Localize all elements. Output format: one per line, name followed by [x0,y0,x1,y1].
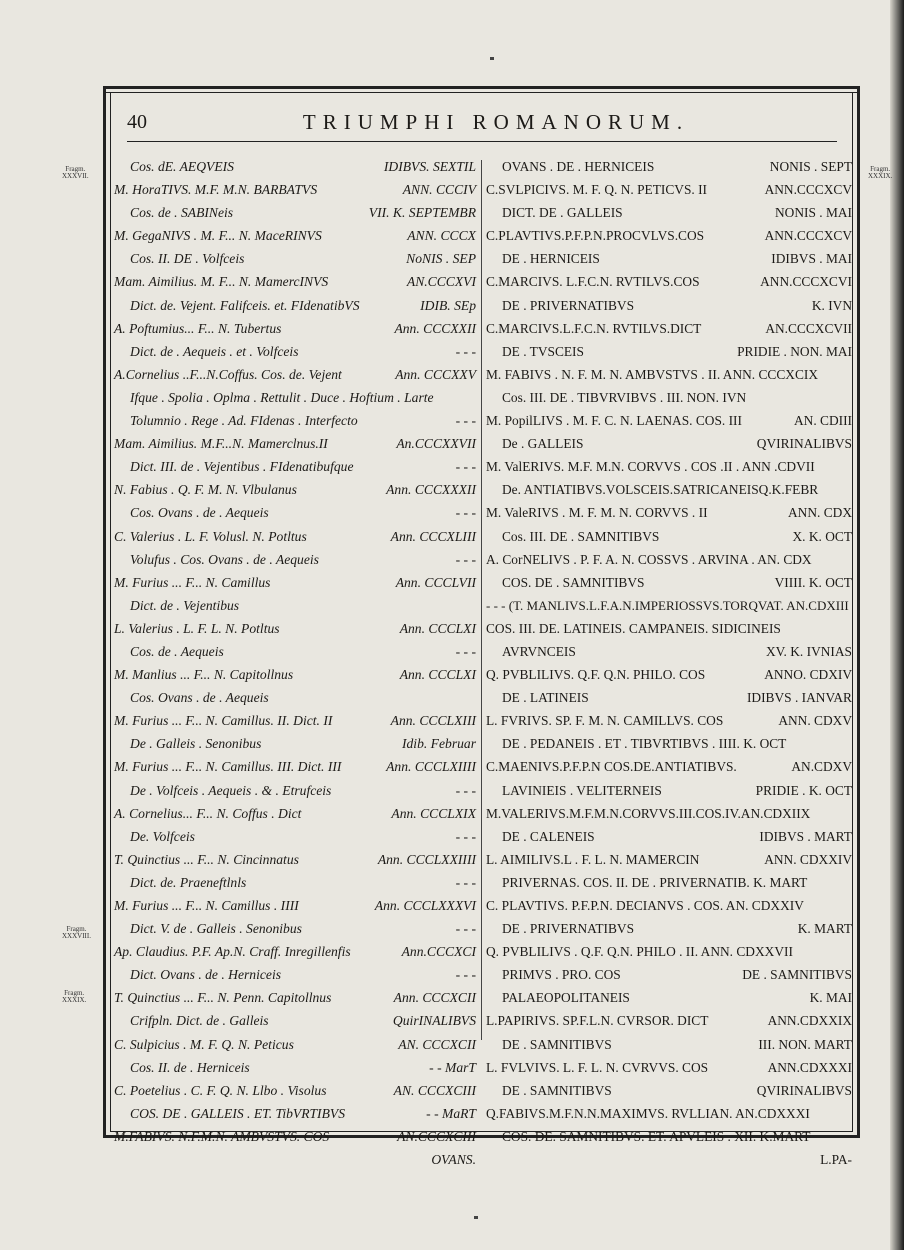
entry-line [486,940,852,963]
entry-text: Cos. III. DE . SAMNITIBVS [502,528,660,544]
entry-date: K. IVN [811,297,852,313]
margin-note-text: XXXVII. [62,172,89,180]
entry-date: ANN.CCCXCVI [760,274,852,290]
entry-text: DE . PRIVERNATIBVS [502,921,635,937]
entry-date: QuirINALIBVS [392,1013,476,1029]
entry-date: VIIII. K. OCT [774,574,852,590]
entry-text: Dict. V. de . Galleis . Senonibus [130,921,302,937]
entry-date: ANNO. CDXIV [764,667,852,683]
entry-date: - - - [455,551,476,567]
header-rule [127,141,837,142]
entry-line [486,1102,852,1125]
entry-line [114,247,476,270]
entry-text: DE . SAMNITIBVS [502,1036,612,1052]
entry-line [114,270,476,293]
entry-line [486,663,852,686]
entry-date: Ann. CCCXCII [393,990,476,1006]
entry-date: - - - [455,782,476,798]
entry-line [114,917,476,940]
entry-text: De . Galleis . Senonibus [130,736,262,752]
entry-date: ANN.CDXXXI [767,1059,852,1075]
entry-line [114,871,476,894]
entry-line [486,294,852,317]
entry-text: Dict. de . Vejentibus [130,597,240,613]
entry-text: DE . PRIVERNATIBVS [502,297,635,313]
entry-date: PRIDIE . NON. MAI [737,343,852,359]
entry-text: Dict. Ovans . de . Herniceis [130,967,282,983]
entry-text: C. Valerius . L. F. Volusl. N. Potltus [114,528,307,544]
entry-text: L. FVRIVS. SP. F. M. N. CAMILLVS. COS [486,713,724,729]
entry-line [486,201,852,224]
entry-line [486,848,852,871]
entry-text: Cos. de . Aequeis [130,643,224,659]
entry-date: III. NON. MART [758,1036,852,1052]
entry-line [486,386,852,409]
margin-note-text: XXXIX. [62,996,87,1004]
entry-date: Ann. CCCLXXXVI [374,898,476,913]
entry-line [486,432,852,455]
entry-text: Mam. Aimilius. M. F... N. MamercINVS [114,274,329,290]
entry-text: Q.FABIVS.M.F.N.N.MAXIMVS. RVLLIAN. AN.CDXXXI [486,1105,810,1121]
entry-date: - - - [455,874,476,890]
entry-line [114,986,476,1009]
entry-date: Idib. Februar [401,736,476,752]
entry-text: Tolumnio . Rege . Ad. FIdenas . Interfecto [130,413,358,429]
entry-line [114,386,476,409]
entry-line [114,940,476,963]
entry-date: - - - [455,505,476,521]
frame-right-rule [857,86,860,1138]
margin-note-text: Fragm. [64,989,85,997]
entry-line [114,640,476,663]
printer-mark [474,1216,478,1219]
entry-date: AN. CDIII [793,413,852,429]
entry-line [486,640,852,663]
entry-line [114,894,476,917]
entry-date: Ann. CCCXXXII [386,482,476,498]
running-title: TRIUMPHI ROMANORUM. [302,109,690,134]
entry-line [114,224,476,247]
entry-text: C. Sulpicius . M. F. Q. N. Peticus [114,1036,294,1052]
entry-line [486,617,852,640]
entry-line [114,1148,476,1171]
entry-text: M. Furius ... F... N. Camillus. III. Dict. III [114,759,342,775]
margin-note-text: Fragm. [870,165,891,173]
entry-date: - - - [455,459,476,475]
entry-line [486,224,852,247]
entry-text: COS. DE. SAMNITIBVS. ET. APVLEIS . XII. K.MART [502,1128,811,1144]
page-number: 40 [127,110,147,133]
entry-date: Ann. CCCLVII [395,574,476,590]
entry-line [486,155,852,178]
entry-line [486,247,852,270]
entry-line [114,848,476,871]
entry-line [486,363,852,386]
entry-line [486,963,852,986]
entry-text: DE . LATINEIS [502,690,589,706]
entry-text: M. ValERIVS. M.F. M.N. CORVVS . COS .II . ANN .CDVII [486,459,815,475]
entry-text: Cos. Ovans . de . Aequeis [130,505,269,521]
entry-text: C.MARCIVS.L.F.C.N. RVTILVS.DICT [486,320,702,336]
entry-line [486,525,852,548]
page-edge-shadow [890,0,904,1250]
entry-line [486,1148,852,1171]
margin-note-text: Fragm. [66,925,87,933]
right-column [486,155,852,1171]
frame-top-inner-rule [103,92,860,93]
entry-date: ANN. CDX [788,505,852,521]
entry-line [114,963,476,986]
entry-line [114,1125,476,1148]
entry-line [114,455,476,478]
entry-text: DE . SAMNITIBVS [502,1082,612,1098]
entry-line [486,501,852,524]
entry-line [114,432,476,455]
margin-note-text: XXXIX. [868,172,893,180]
entry-text: A.Cornelius ..F...N.Coffus. Cos. de. Vejent [114,366,342,382]
entry-line [486,594,852,617]
entry-date: Ann. CCCLXI [399,667,476,683]
entry-text: M. ValeRIVS . M. F. M. N. CORVVS . II [486,505,708,521]
entry-line [114,709,476,732]
entry-line [486,871,852,894]
entry-text: Volufus . Cos. Ovans . de . Aequeis [130,551,319,567]
entry-line [486,455,852,478]
entry-text: M.VALERIVS.M.F.M.N.CORVVS.III.COS.IV.AN.CDXIIX [486,805,811,821]
entry-line [486,779,852,802]
entry-text: Q. PVBLILIVS . Q.F. Q.N. PHILO . II. ANN. CDXXVII [486,944,793,960]
entry-date: Ann. CCCXXII [394,320,476,336]
entry-text: A. CorNELIVS . P. F. A. N. COSSVS . ARVINA . AN. CDX [486,551,812,567]
entry-line [114,340,476,363]
entry-line [486,478,852,501]
entry-line [486,1125,852,1148]
entry-text: PALAEOPOLITANEIS [502,990,630,1006]
entry-line [114,548,476,571]
entry-line [486,732,852,755]
entry-text: M. FABIVS . N. F. M. N. AMBVSTVS . II. ANN. CCCXCIX [486,366,819,382]
entry-text: AVRVNCEIS [502,643,576,659]
entry-text: Cos. II. DE . Volfceis [130,251,245,267]
entry-line [114,571,476,594]
entry-text: Ap. Claudius. P.F. Ap.N. Craff. Inregillenfis [114,944,351,960]
entry-text: DE . CALENEIS [502,828,595,844]
entry-line [114,363,476,386]
printer-mark [490,57,494,60]
entry-text: Dict. de. Praeneftlnls [130,874,247,890]
entry-text: M. Furius ... F... N. Camillus [114,574,271,590]
entry-date: ANN. CDXV [778,713,852,729]
entry-line [114,525,476,548]
entry-text: DE . PEDANEIS . ET . TIBVRTIBVS . IIII. K. OCT [502,736,787,752]
entry-date: Ann. CCCXXV [395,366,476,382]
entry-date: - - - [455,921,476,937]
margin-note-fragm-xxxvii [62,166,89,180]
left-column [114,155,476,1171]
entry-text: Dict. III. de . Vejentibus . FIdenatibufque [130,459,354,475]
entry-text: DE . HERNICEIS [502,251,600,267]
entry-line [486,802,852,825]
entry-text: N. Fabius . Q. F. M. N. Vlbulanus [114,482,297,498]
entry-line [114,802,476,825]
entry-line [114,409,476,432]
entry-text: A. Poftumius... F... N. Tubertus [114,320,282,336]
entry-text: Cos. dE. AEQVEIS [130,159,234,174]
entry-line [114,501,476,524]
entry-date: - - - [455,413,476,429]
entry-date: IDIB. SEp [420,297,476,313]
entry-line [486,1009,852,1032]
entry-date: K. MART [797,921,852,937]
entry-text: A. Cornelius... F... N. Coffus . Dict [114,805,302,821]
entry-line [486,825,852,848]
entry-line [486,1033,852,1056]
entry-line [486,270,852,293]
entry-line [114,732,476,755]
entry-line [486,986,852,1009]
page-header [127,106,837,138]
entry-date: QVIRINALIBVS [756,1082,852,1098]
entry-text: M. GegaNIVS . M. F... N. MaceRINVS [114,228,322,244]
entry-date: IDIBVS . IANVAR [746,690,852,706]
entry-date: AN.CCCXCVII [765,320,852,336]
entry-date: VII. K. SEPTEMBR [368,205,476,221]
entry-date: NONIS . SEPT [769,159,852,174]
entry-line [114,155,476,178]
entry-date: ANN.CDXXIX [767,1013,852,1029]
entry-date: - - - [455,643,476,659]
entry-text: C. PLAVTIVS. P.F.P.N. DECIANVS . COS. AN. CDXXIV [486,898,804,913]
frame-left-rule [103,86,106,1138]
entry-line [114,779,476,802]
entry-date: Ann. CCCXLIII [390,528,476,544]
entry-date: ANN. CDXXIV [764,851,852,867]
entry-line [486,1056,852,1079]
entry-text: M.FABIVS. N.F.M.N. AMBVSTVS. COS [114,1128,330,1144]
entry-text: De. ANTIATIBVS.VOLSCEIS.SATRICANEISQ.K.FEBR [502,482,819,498]
entry-line [114,1056,476,1079]
entry-line [114,478,476,501]
entry-text: Q. PVBLILIVS. Q.F. Q.N. PHILO. COS [486,667,706,683]
frame-left-inner-rule [110,92,111,1132]
entry-date: XV. K. IVNIAS [765,643,852,659]
entry-text: M. HoraTIVS. M.F. M.N. BARBATVS [114,182,318,198]
entry-text: M. Manlius ... F... N. Capitollnus [114,667,294,683]
entry-line [114,825,476,848]
frame-right-inner-rule [852,92,853,1132]
margin-note-text: XXXVIII. [62,932,91,940]
entry-date: - - MaRT [426,1105,476,1121]
entry-text: C. Poetelius . C. F. Q. N. Llbo . Visolus [114,1082,327,1098]
margin-note-text: Fragm. [65,165,86,173]
entry-text: De . GALLEIS [502,436,584,452]
entry-date: IDIBVS . MAI [771,251,852,267]
entry-date: ANN. CCCIV [402,182,476,198]
frame-top-rule [103,86,860,89]
entry-line [486,178,852,201]
entry-date: IDIBVS. SEXTIL [383,159,476,174]
entry-date: AN.CCCXVI [406,274,476,290]
entry-date: K. MAI [809,990,852,1006]
entry-text: PRIVERNAS. COS. II. DE . PRIVERNATIB. K. MART [502,874,808,890]
entry-line [114,686,476,709]
entry-date: AN. CCCXCIII [393,1082,476,1098]
entry-date: - - MarT [429,1059,476,1075]
entry-line [114,1033,476,1056]
entry-line [486,1079,852,1102]
entry-text: DICT. DE . GALLEIS [502,205,623,221]
entry-date: Ann.CCCXCI [401,944,476,960]
entry-text: C.MARCIVS. L.F.C.N. RVTILVS.COS [486,274,700,290]
entry-line [486,894,852,917]
entry-line [486,571,852,594]
entry-text: COS. III. DE. LATINEIS. CAMPANEIS. SIDICINEIS [486,620,781,636]
entry-date: AN.CDXV [791,759,852,775]
entry-text: C.PLAVTIVS.P.F.P.N.PROCVLVS.COS [486,228,705,244]
entry-text: L. AIMILIVS.L . F. L. N. MAMERCIN [486,851,700,867]
entry-date: Ann. CCCLXI [399,620,476,636]
entry-text: L. FVLVIVS. L. F. L. N. CVRVVS. COS [486,1059,709,1075]
entry-date: L.PA- [820,1152,852,1168]
entry-text: T. Quinctius ... F... N. Cincinnatus [114,851,299,867]
entry-date: - - - [455,967,476,983]
entry-line [114,1009,476,1032]
entry-line [486,709,852,732]
entry-text: C.SVLPICIVS. M. F. Q. N. PETICVS. II [486,182,708,198]
entry-date: OVANS. [431,1152,476,1168]
margin-note-fragm-xxxix-right [868,166,892,180]
entry-line [114,294,476,317]
entry-text: COS. DE . GALLEIS . ET. TibVRTIBVS [130,1105,345,1121]
entry-line [114,594,476,617]
entry-line [114,201,476,224]
entry-line [486,409,852,432]
entry-text: T. Quinctius ... F... N. Penn. Capitollnus [114,990,332,1006]
entry-date: ANN.CCCXCV [764,228,852,244]
entry-date: AN.CCCXCIII [397,1128,476,1144]
entry-line [486,548,852,571]
entry-text: M. Furius ... F... N. Camillus . IIII [114,898,299,913]
entry-line [486,917,852,940]
entry-text: COS. DE . SAMNITIBVS [502,574,645,590]
entry-date: AN. CCCXCII [398,1036,476,1052]
entry-text: L. Valerius . L. F. L. N. Potltus [114,620,280,636]
entry-text: Cos. II. de . Herniceis [130,1059,250,1075]
entry-text: PRIMVS . PRO. COS [502,967,621,983]
entry-date: QVIRINALIBVS [756,436,852,452]
entry-date: X. K. OCT [792,528,852,544]
entry-date: An.CCCXXVII [396,436,476,452]
entry-line [114,663,476,686]
entry-date: - - - [455,343,476,359]
entry-date: Ann. CCCLXIII [390,713,476,729]
entry-text: DE . TVSCEIS [502,343,584,359]
entry-date: NONIS . MAI [775,205,852,221]
entry-text: C.MAENIVS.P.F.P.N COS.DE.ANTIATIBVS. [486,759,737,775]
entry-text: Cos. Ovans . de . Aequeis [130,690,269,706]
entry-date: Ann. CCCLXXIIII [377,851,476,867]
entry-line [114,755,476,778]
entry-text: L.PAPIRIVS. SP.F.L.N. CVRSOR. DICT [486,1013,709,1029]
column-divider [481,160,482,1040]
entry-text: De . Volfceis . Aequeis . & . Etrufceis [130,782,332,798]
entry-date: NoNIS . SEP [406,251,476,267]
entry-text: M. PopilLIVS . M. F. C. N. LAENAS. COS. III [486,413,742,429]
entry-text: De. Volfceis [130,828,195,844]
entry-date: DE . SAMNITIBVS [742,967,852,983]
entry-line [486,317,852,340]
entry-text: Dict. de . Aequeis . et . Volfceis [130,343,299,359]
entry-line [114,178,476,201]
entry-text: Dict. de. Vejent. Falifceis. et. FIdenatibVS [130,297,360,313]
entry-date: Ann. CCCLXIIII [386,759,476,775]
entry-line [486,686,852,709]
entry-line [114,1102,476,1125]
entry-text: Mam. Aimilius. M.F...N. Mamerclnus.II [114,436,328,452]
entry-date: ANN. CCCX [407,228,476,244]
entry-line [486,340,852,363]
entry-text: OVANS . DE . HERNICEIS [502,159,655,174]
entry-date: IDIBVS . MART [759,828,852,844]
entry-line [114,317,476,340]
entry-date: PRIDIE . K. OCT [755,782,852,798]
entry-text: Crifpln. Dict. de . Galleis [130,1013,269,1029]
margin-note-fragm-xxxviii [62,926,91,940]
entry-date: - - - [455,828,476,844]
entry-text: Cos. III. DE . TIBVRVIBVS . III. NON. IVN [502,389,747,405]
entry-date: Ann. CCCLXIX [391,805,476,821]
entry-text: Ifque . Spolia . Oplma . Rettulit . Duce . Hoftium . Larte [130,389,434,405]
entry-date: ANN.CCCXCV [764,182,852,198]
entry-text: Cos. de . SABINeis [130,205,234,221]
entry-text: LAVINIEIS . VELITERNEIS [502,782,662,798]
margin-note-fragm-xxxix-left [62,990,86,1004]
entry-text: - - - (T. MANLIVS.L.F.A.N.IMPERIOSSVS.TORQVAT. AN.CDXIII [486,597,849,613]
entry-line [114,1079,476,1102]
entry-line [486,755,852,778]
entry-text: M. Furius ... F... N. Camillus. II. Dict. II [114,713,333,729]
entry-line [114,617,476,640]
